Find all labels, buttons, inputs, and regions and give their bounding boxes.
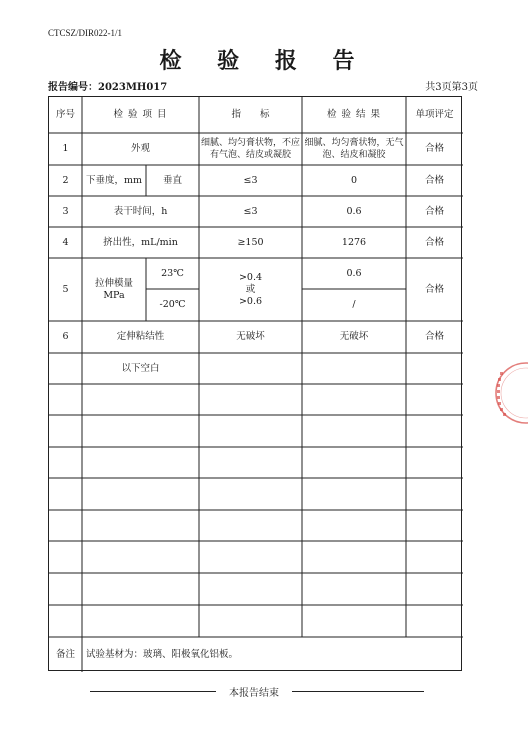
blank-note: 以下空白: [121, 362, 160, 374]
row5-item: 拉伸模量 MPa: [94, 277, 133, 301]
row5-sub-b: -20℃: [159, 299, 186, 310]
row3-verdict: 合格: [424, 205, 444, 217]
row3-result: 0.6: [346, 205, 362, 217]
row3-spec: ≤3: [243, 205, 258, 217]
row6-spec: 无破坏: [236, 331, 265, 342]
col-header-item: 检 验 项 目: [113, 109, 168, 120]
row3-no: 3: [62, 205, 69, 217]
row6-result: 无破坏: [339, 331, 369, 342]
end-rule-right: [292, 691, 424, 692]
row2-spec: ≤3: [243, 174, 258, 186]
row6-item: 定伸粘结性: [116, 331, 165, 342]
remark-text: 试验基材为：玻璃、阳极氧化铝板。: [86, 648, 239, 660]
row5-spec-a: >0.4: [238, 271, 263, 283]
col-header-no: 序号: [55, 109, 75, 120]
row2-sub: 垂直: [162, 174, 182, 186]
row5-sub-a: 23℃: [161, 267, 184, 279]
col-header-verdict: 单项评定: [415, 109, 454, 120]
row4-result: 1276: [341, 236, 367, 248]
row1-result: 细腻、均匀膏状物，无气泡、结皮和凝胶: [304, 138, 404, 160]
row5-no: 5: [62, 283, 69, 295]
row4-spec: ≥150: [237, 236, 264, 248]
row4-item: 挤出性，mL/min: [103, 236, 178, 248]
row5-verdict: 合格: [424, 283, 444, 295]
row2-verdict: 合格: [424, 174, 444, 186]
page-info: 共3页第3页: [425, 82, 478, 93]
row2-no: 2: [62, 174, 69, 186]
row5-spec-or: 或: [245, 283, 256, 295]
page-title: 检 验 报 告: [159, 48, 369, 74]
row1-spec: 细腻、均匀膏状物，不应有气泡、结皮或凝胶: [201, 138, 301, 160]
remark-label: 备注: [55, 648, 75, 660]
row1-verdict: 合格: [424, 143, 444, 154]
end-rule-left: [90, 691, 216, 692]
row5-result-b: /: [352, 299, 356, 310]
row5-spec: [199, 258, 302, 321]
report-end: [0, 683, 528, 699]
row2-result: 0: [350, 174, 358, 186]
row1-item: 外观: [130, 143, 150, 154]
report-number: 报告编号：2023MH017: [48, 82, 168, 93]
row6-no: 6: [62, 331, 69, 342]
row6-verdict: 合格: [424, 331, 444, 342]
row5-spec-b: >0.6: [238, 295, 263, 307]
row3-item: 表干时间，h: [113, 205, 168, 217]
col-header-result: 检 验 结 果: [326, 109, 382, 120]
row2-item: 下垂度，mm: [86, 174, 143, 186]
row5-result-a: 0.6: [346, 267, 362, 279]
seal-stamp-icon: [492, 358, 528, 428]
inspection-table: [48, 96, 462, 671]
row1-no: 1: [62, 143, 69, 154]
row4-verdict: 合格: [424, 236, 444, 248]
col-header-spec: 指 标: [231, 109, 270, 120]
end-text: 本报告结束: [229, 688, 279, 699]
row4-no: 4: [62, 236, 69, 248]
doc-code: CTCSZ/DIR022-1/1: [48, 28, 123, 38]
